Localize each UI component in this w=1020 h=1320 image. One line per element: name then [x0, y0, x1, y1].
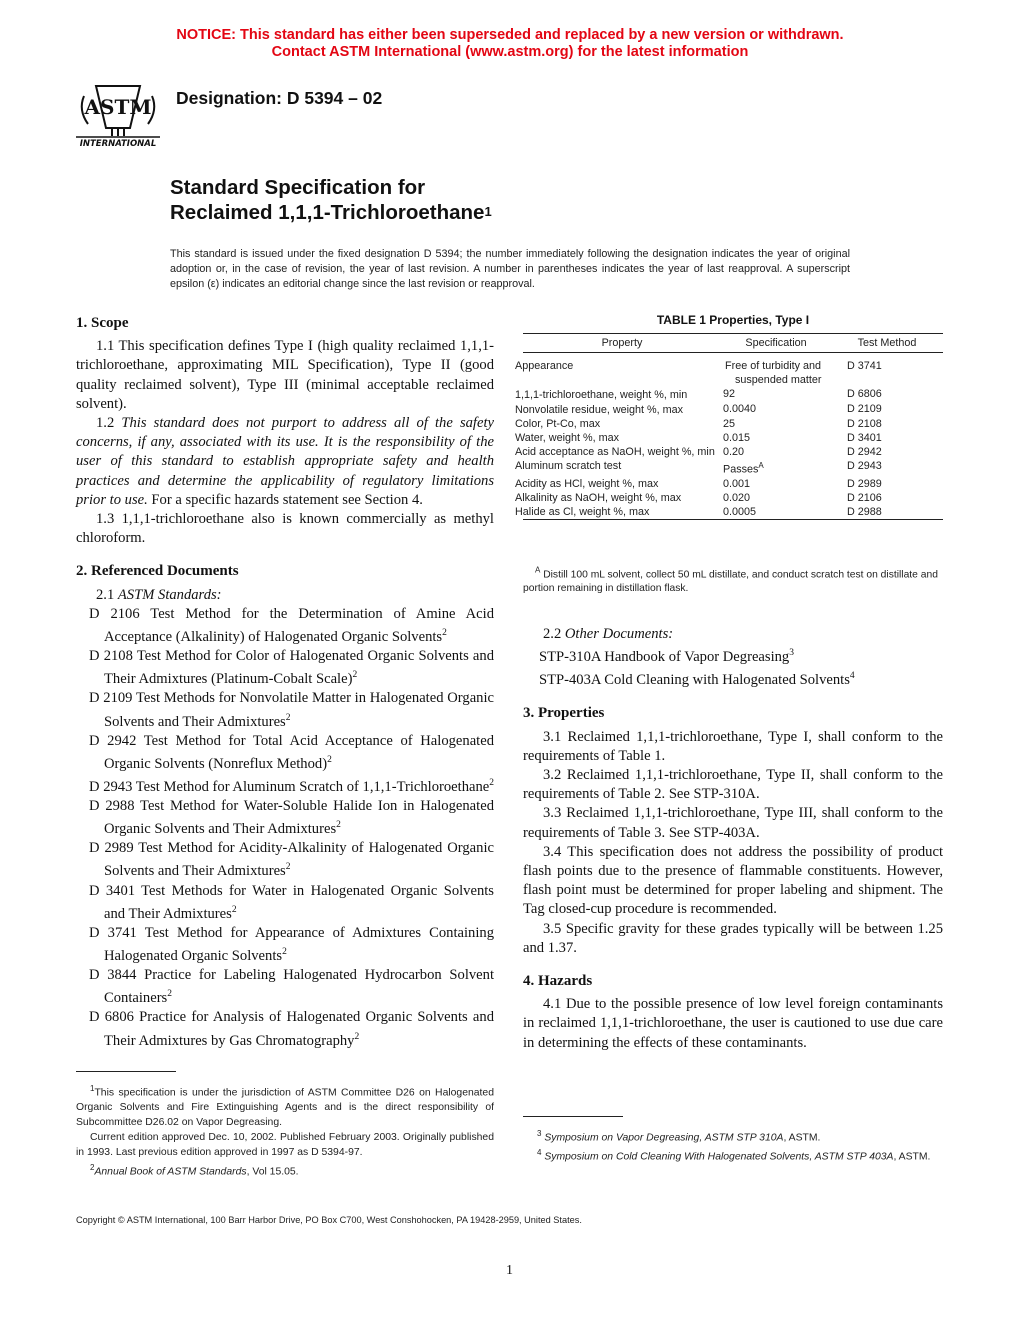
withdrawal-notice [0, 27, 1020, 61]
properties-3-4: 3.4 This specification does not address the possibility of product flash points due to the presence of flammable constituents. However, flash point must be determined for proper labeling and shipment. The Tag closed-cup procedure is recommended. [523, 843, 943, 918]
ref-item: D 2108 Test Method for Color of Halogenated Organic Solvents and Their Admixtures (Platinum-Cobalt Scale)$^2$ [89, 648, 494, 688]
scope-1-2-num: 1.2 [96, 415, 122, 432]
ref-item: D 2988 Test Method for Water-Soluble Halide Ion in Halogenated Organic Solvents and Their Admixtures$^2$ [89, 797, 494, 838]
notice-line-1: NOTICE: This standard has either been superseded and replaced by a new version or withdrawn. [176, 27, 844, 43]
ref-item: D 3401 Test Methods for Water in Halogenated Organic Solvents and Their Admixtures$^2$ [89, 882, 494, 922]
document-title [170, 175, 492, 225]
ref-item: D 2106 Test Method for the Determination of Amine Acid Acceptance (Alkalinity) of Halogenated Organic Solvents$^2$ [89, 605, 494, 645]
footnote-2: $^2$Annual Book of ASTM Standards, Vol 15.05. [90, 1163, 299, 1178]
table-row: 1,1,1-trichloroethane, weight %, min 92 D 6806 [515, 388, 882, 401]
table-row: Appearance Free of turbidity and suspended matter D 3741 [515, 360, 882, 386]
properties-3-2: 3.2 Reclaimed 1,1,1-trichloroethane, Type II, shall conform to the requirements of Table 2. See STP-310A. [523, 766, 943, 803]
astm-standards-num: 2.1 [96, 586, 118, 603]
table-row: Acidity as HCl, weight %, max 0.001 D 2989 [515, 477, 882, 490]
other-doc-item: STP-310A Handbook of Vapor Degreasing$^3$ [539, 648, 794, 666]
designation: Designation: D 5394 – 02 [176, 88, 383, 108]
title-line-2: Reclaimed 1,1,1-Trichloroethane [170, 201, 485, 224]
title-footnote-mark: 1 [484, 204, 492, 219]
astm-standards-label [76, 586, 494, 605]
ref-item: D 2943 Test Method for Aluminum Scratch of 1,1,1-Trichloroethane$^2$ [89, 777, 495, 795]
table-1-properties [515, 333, 943, 520]
properties-heading: 3. Properties [523, 705, 605, 722]
hazards-heading: 4. Hazards [523, 972, 593, 989]
table-row: Nonvolatile residue, weight %, max 0.0040 D 2109 [515, 403, 882, 416]
notice-line-2: Contact ASTM International (www.astm.org) for the latest information [271, 44, 749, 60]
footnote-1: $^1$This specification is under the jurisdiction of ASTM Committee D26 on Halogenated Organic Solvents and Fire Extinguishing Agents and is the direct responsibility of Subcommittee D26.02 on Vapor Degreasing. [76, 1084, 494, 1129]
other-documents-label: 2.2 Other Documents: [543, 626, 674, 642]
table-row: Halide as Cl, weight %, max 0.0005 D 2988 [523, 505, 943, 520]
other-doc-item: STP-403A Cold Cleaning with Halogenated Solvents$^4$ [539, 671, 855, 689]
footnote-3: $^3$ Symposium on Vapor Degreasing, ASTM STP 310A, ASTM. [537, 1129, 821, 1144]
copyright-line: Copyright © ASTM International, 100 Barr Harbor Drive, PO Box C700, West Conshohocken, PA 19428-2959, United States. [76, 1215, 582, 1225]
referenced-heading: 2. Referenced Documents [76, 563, 239, 580]
ref-item: D 2942 Test Method for Total Acid Acceptance of Halogenated Organic Solvents (Nonreflux Method)$^2$ [89, 732, 494, 772]
properties-3-1: 3.1 Reclaimed 1,1,1-trichloroethane, Type I, shall conform to the requirements of Table 1. [523, 728, 943, 764]
ref-item: D 3844 Practice for Labeling Halogenated Hydrocarbon Solvent Containers$^2$ [89, 967, 494, 1007]
table-row: Water, weight %, max 0.015 D 3401 [515, 432, 882, 444]
table-1-caption: TABLE 1 Properties, Type I [656, 313, 810, 327]
astm-standards-text: ASTM Standards: [117, 586, 222, 603]
scope-1-2-rest: For a specific hazards statement see Section 4. [147, 491, 423, 508]
footnote-rule-right [523, 1116, 623, 1117]
ref-item: D 6806 Practice for Analysis of Halogenated Organic Solvents and Their Admixtures by Gas Chromatography$^2$ [89, 1009, 494, 1049]
footnotes-right [523, 1126, 943, 1165]
scope-heading: 1. Scope [76, 315, 129, 331]
footnote-rule-left [76, 1071, 176, 1072]
title-line-1: Standard Specification for [170, 176, 426, 199]
table-header-row [523, 334, 943, 353]
logo-bottom-text: INTERNATIONAL [79, 139, 157, 148]
ref-item: D 3741 Test Method for Appearance of Admixtures Containing Halogenated Organic Solvents$^2$ [89, 924, 494, 964]
astm-logo-icon [74, 76, 162, 148]
table-1-footnote: $^A$ Distill 100 mL solvent, collect 50 mL distillate, and conduct scratch test on distillate and portion remaining in distillation flask. [523, 566, 938, 595]
ref-item: D 2989 Test Method for Acidity-Alkalinity of Halogenated Organic Solvents and Their Admixtures$^2$ [89, 840, 494, 880]
scope-1-2 [76, 414, 494, 510]
scope-1-1: 1.1 This specification defines Type I (high quality reclaimed 1,1,1-trichloroethane, approximating MIL Specification), Type II (good quality reclaimed solvent), Type III (minimal acceptable reclaimed solvent). [76, 338, 494, 412]
col-test-method: Test Method [831, 334, 943, 353]
scope-1-2-safety: This standard does not purport to address all of the safety concerns, if any, associated with its use. It is the responsibility of the user of this standard to establish appropriate safety and health practices and determine the applicability of regulatory limitations prior to use. [76, 415, 494, 508]
properties-3-3: 3.3 Reclaimed 1,1,1-trichloroethane, Type III, shall conform to the requirements of Table 3. See STP-403A. [523, 805, 943, 841]
right-column [523, 625, 943, 1053]
col-property: Property [523, 334, 721, 353]
footnotes-left [76, 1081, 494, 1180]
left-column [76, 314, 494, 1051]
col-specification: Specification [721, 334, 831, 353]
table-row: Color, Pt-Co, max 25 D 2108 [515, 418, 882, 430]
table-row: Acid acceptance as NaOH, weight %, min 0.20 D 2942 [515, 446, 882, 458]
footnote-1-edition: Current edition approved Dec. 10, 2002. Published February 2003. Originally published in 1993. Last previous edition approved in 1997 as D 5394-97. [76, 1132, 494, 1159]
hazards-4-1: 4.1 Due to the possible presence of low level foreign contaminants in reclaimed 1,1,1-trichloroethane, the user is cautioned to use due care in determining the effects of these contaminants. [523, 996, 943, 1051]
table-row: Aluminum scratch test Passes$^A$ D 2943 [515, 460, 882, 476]
logo-top-text: ASTM [84, 95, 152, 119]
footnote-4: $^4$ Symposium on Cold Cleaning With Halogenated Solvents, ASTM STP 403A, ASTM. [537, 1148, 931, 1163]
table-row: Alkalinity as NaOH, weight %, max 0.020 D 2106 [515, 491, 882, 504]
page-number: 1 [506, 1263, 513, 1278]
ref-item: D 2109 Test Methods for Nonvolatile Matter in Halogenated Organic Solvents and Their Admixtures$^2$ [89, 690, 494, 730]
issuance-statement: This standard is issued under the fixed designation D 5394; the number immediately following the designation indicates the year of original adoption or, in the case of revision, the year of last revision. A number in parentheses indicates the year of last reapproval. A superscript epsilon (ε) indicates an editorial change since the last revision or reapproval. [170, 248, 850, 290]
scope-1-3: 1.3 1,1,1-trichloroethane also is known commercially as methyl chloroform. [76, 511, 494, 547]
astm-standards-list [76, 605, 494, 1051]
properties-3-5: 3.5 Specific gravity for these grades typically will be between 1.25 and 1.37. [523, 920, 943, 956]
